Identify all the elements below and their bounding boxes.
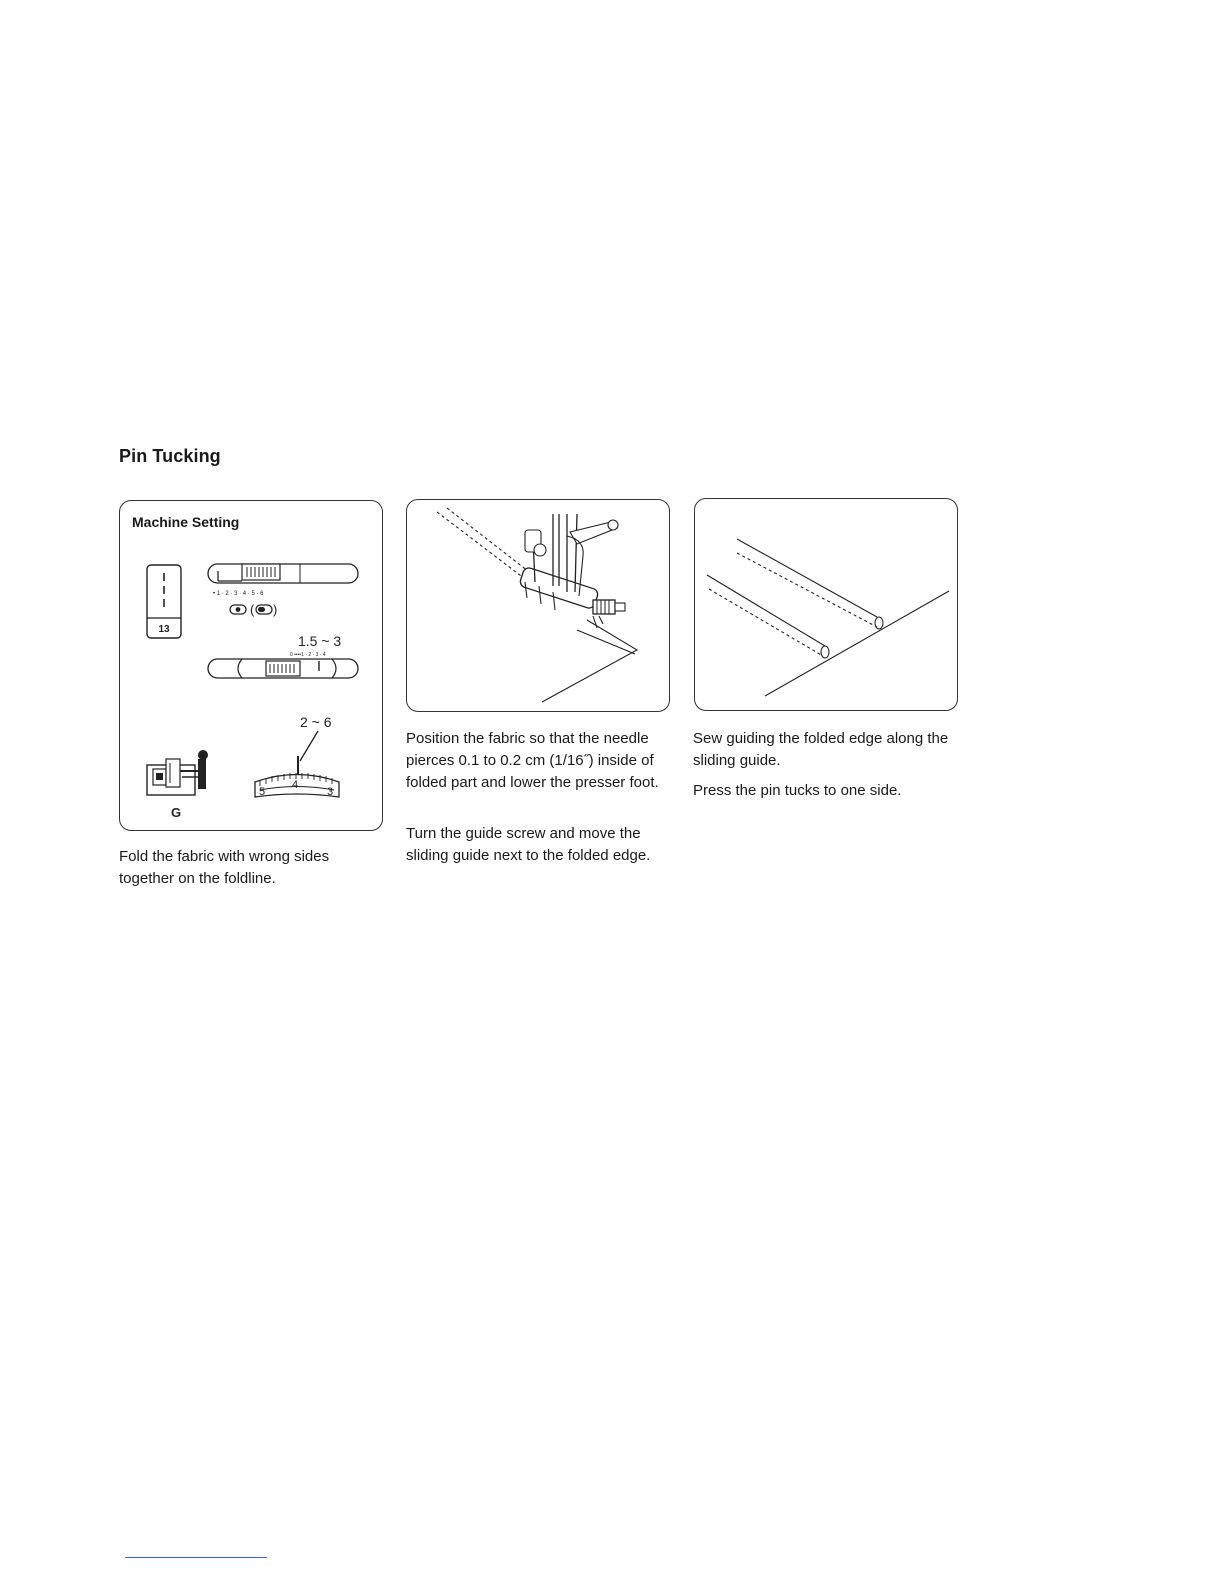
sew-instruction: Sew guiding the folded edge along the sliding guide. — [693, 730, 949, 769]
svg-text:(: ( — [250, 602, 255, 617]
presser-foot-label: G — [170, 805, 182, 820]
tension-dial-number: 5 — [259, 786, 266, 798]
tension-dial-icon — [255, 714, 339, 798]
length-slider-icon — [208, 633, 358, 678]
presser-foot-icon — [147, 750, 208, 820]
guide-instruction: Turn the guide screw and move the sliding guide next to the folded edge. — [406, 825, 651, 864]
machine-setting-illustration — [120, 501, 384, 832]
tension-dial-number: 3 — [327, 786, 334, 798]
width-slider-icon — [208, 564, 358, 617]
tension-value: 2 ~ 6 — [300, 714, 332, 730]
tension-dial-number: 4 — [292, 779, 299, 791]
stitch-length-scale: 0 ••••1 · 2 · 3 · 4 — [290, 652, 326, 658]
pattern-card-icon — [147, 565, 181, 638]
pin-tucks-illustration — [695, 499, 959, 712]
page-title: Pin Tucking — [119, 446, 221, 466]
stitch-length-value: 1.5 ~ 3 — [298, 633, 342, 649]
press-instruction: Press the pin tucks to one side. — [693, 782, 902, 799]
fold-instruction: Fold the fabric with wrong sides together on the foldline. — [119, 848, 330, 887]
presser-foot-fabric-illustration — [407, 500, 671, 713]
position-instruction: Position the fabric so that the needle pierces 0.1 to 0.2 cm (1/16˝) inside of folded part and lower the presser foot. — [406, 730, 659, 791]
finished-pin-tucks-panel — [694, 498, 958, 711]
svg-text:): ) — [273, 602, 278, 617]
machine-setting-label: Machine Setting — [132, 514, 240, 530]
footer-rule — [125, 1557, 267, 1558]
svg-text:• 1 · 2 · 3 · 4 · 5 · 6: • 1 · 2 · 3 · 4 · 5 · 6 — [213, 591, 264, 597]
pattern-number: 13 — [158, 624, 170, 635]
position-fabric-panel — [406, 499, 670, 712]
machine-setting-panel — [119, 500, 383, 831]
